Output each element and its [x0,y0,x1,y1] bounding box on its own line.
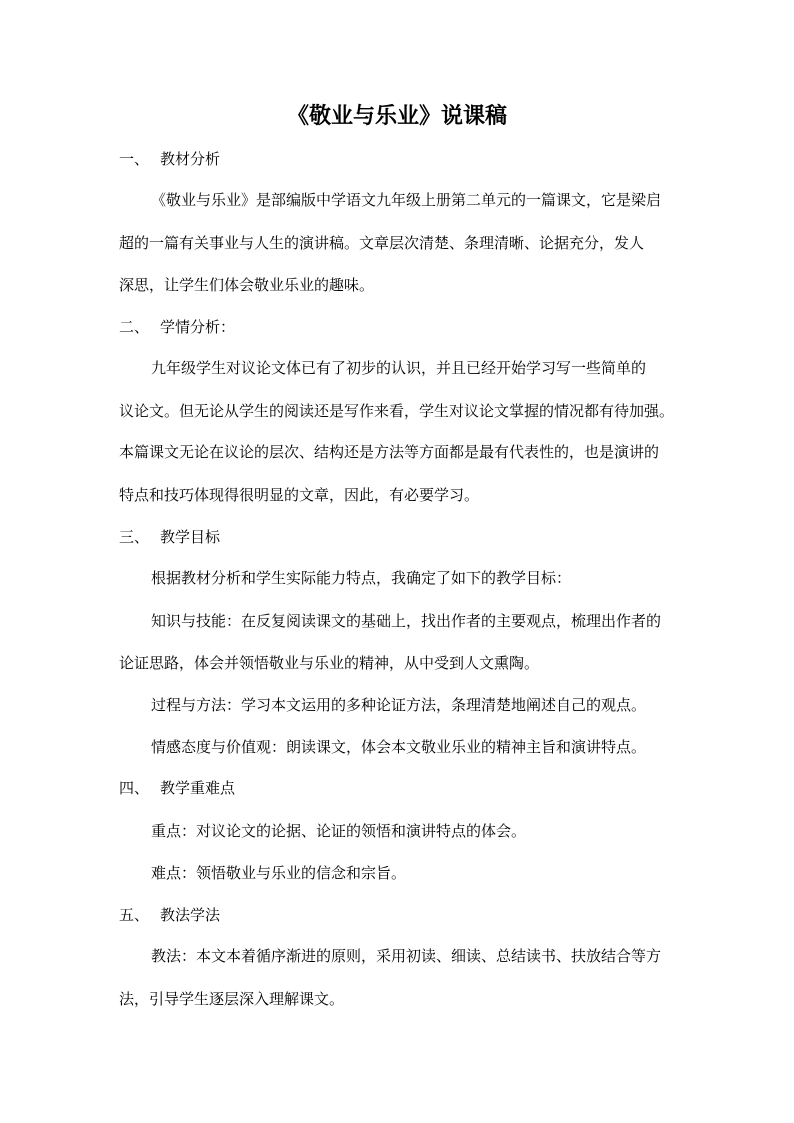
paragraph-line: 深思，让学生们体会敬业乐业的趣味。 [119,276,375,294]
paragraph-line: 情感态度与价值观：朗读课文，体会本文敬业乐业的精神主旨和演讲特点。 [151,738,647,756]
section-number: 二、 [119,318,150,336]
paragraph-line: 《敬业与乐业》是部编版中学语文九年级上册第二单元的一篇课文，它是梁启 [151,191,662,209]
paragraph-line: 根据教材分析和学生实际能力特点，我确定了如下的教学目标： [151,569,572,587]
section-heading-4 [119,777,689,799]
section-number: 四、 [119,779,150,797]
section-heading-2 [119,316,689,338]
paragraph-line: 论证思路，体会并领悟敬业与乐业的精神，从中受到人文熏陶。 [119,654,540,672]
section-heading-1 [119,148,689,170]
section-number: 五、 [119,906,150,924]
section-heading-text: 教材分析 [160,150,221,168]
paragraph-line: 议论文。但无论从学生的阅读还是写作来看，学生对议论文掌握的情况都有待加强。 [119,402,675,420]
section-heading-text: 教学重难点 [160,779,236,797]
section-heading-text: 学情分析： [160,318,236,336]
section-heading-text: 教法学法 [160,906,221,924]
document-title: 《敬业与乐业》说课稿 [286,104,507,129]
section-number: 三、 [119,528,150,546]
paragraph-line: 教法：本文本着循序渐进的原则，采用初读、细读、总结读书、扶放结合等方 [151,947,662,965]
section-heading-5 [119,904,689,926]
paragraph-line: 九年级学生对议论文体已有了初步的认识，并且已经开始学习写一些简单的 [151,359,647,377]
paragraph-line: 重点：对议论文的论据、论证的领悟和演讲特点的体会。 [151,822,527,840]
paragraph-line: 特点和技巧体现得很明显的文章，因此，有必要学习。 [119,486,480,504]
section-number: 一、 [119,150,150,168]
paragraph-line: 知识与技能：在反复阅读课文的基础上，找出作者的主要观点，梳理出作者的 [151,612,662,630]
paragraph-line: 法，引导学生逐层深入理解课文。 [119,990,345,1008]
paragraph-line: 过程与方法：学习本文运用的多种论证方法，条理清楚地阐述自己的观点。 [151,696,647,714]
section-heading-3 [119,526,689,548]
paragraph-line: 本篇课文无论在议论的层次、结构还是方法等方面都是最有代表性的，也是演讲的 [119,443,660,461]
paragraph-line: 超的一篇有关事业与人生的演讲稿。文章层次清楚、条理清晰、论据充分，发人 [119,234,645,252]
paragraph-line: 难点：领悟敬业与乐业的信念和宗旨。 [151,864,407,882]
section-heading-text: 教学目标 [160,528,221,546]
